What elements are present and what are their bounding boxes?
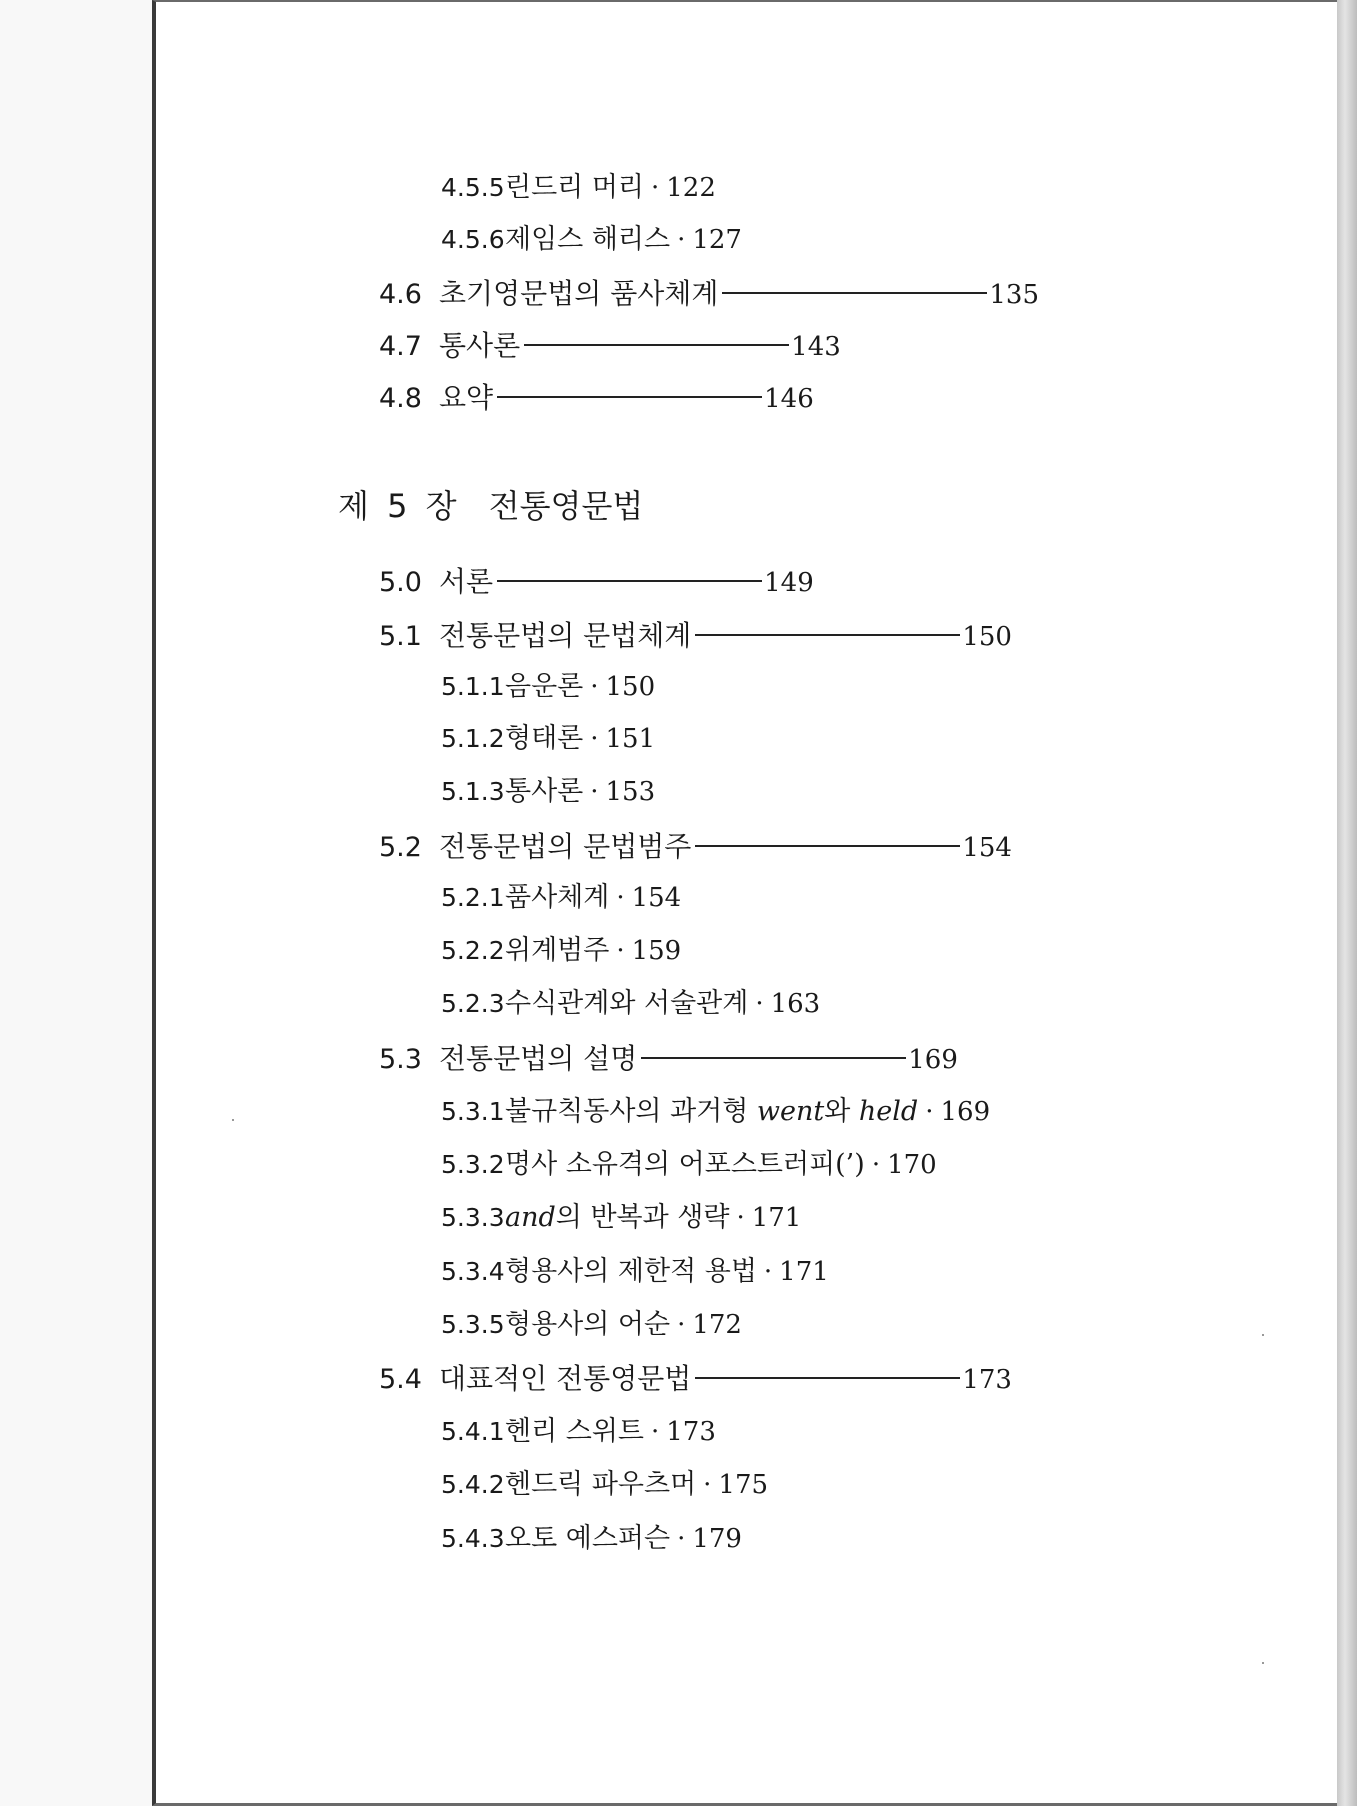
toc-entry-page: 153 xyxy=(605,777,656,807)
toc-separator-dot: · xyxy=(703,1470,712,1500)
toc-entry-title: 음운론 xyxy=(505,671,584,702)
toc-separator-dot: · xyxy=(590,777,599,807)
toc-entry-title: 불규칙동사의 과거형 went와 held xyxy=(505,1096,919,1127)
toc-entry-number: 5.4.2 xyxy=(441,1470,505,1499)
toc-entry-number: 4.5.5 xyxy=(441,173,505,202)
toc-entry-5-1-3[interactable] xyxy=(441,775,655,809)
toc-entry-page: 171 xyxy=(751,1203,802,1233)
toc-entry-title: 대표적인 전통영문법 xyxy=(439,1362,692,1395)
toc-entry-title: 통사론 xyxy=(439,329,521,362)
toc-entry-page: 163 xyxy=(770,989,821,1019)
toc-entry-title: 명사 소유격의 어포스트러피(’) xyxy=(505,1149,865,1180)
toc-entry-page: 150 xyxy=(962,622,1012,652)
toc-entry-number: 5.3.4 xyxy=(441,1257,505,1286)
toc-entry-number: 5.2 xyxy=(379,832,422,863)
toc-entry-page: 179 xyxy=(692,1524,742,1554)
toc-entry-number: 5.3.3 xyxy=(441,1203,505,1232)
scan-speck xyxy=(1262,1662,1264,1664)
toc-entry-page: 170 xyxy=(887,1150,937,1180)
toc-entry-5-1-1[interactable] xyxy=(441,670,655,704)
toc-entry-page: 169 xyxy=(908,1045,958,1075)
toc-entry-number: 5.1 xyxy=(379,621,422,652)
toc-entry-5-1-2[interactable] xyxy=(441,722,655,756)
toc-entry-5-4-1[interactable] xyxy=(441,1415,716,1449)
scan-gutter xyxy=(0,0,152,1806)
toc-separator-dot: · xyxy=(616,936,625,966)
toc-entry-page: 175 xyxy=(718,1470,769,1500)
toc-entry-title: 린드리 머리 xyxy=(505,172,644,203)
toc-separator-dot: · xyxy=(755,989,764,1019)
toc-entry-title: 헨리 스위트 xyxy=(505,1416,644,1447)
toc-entry-4-8[interactable] xyxy=(379,381,814,416)
toc-entry-title: 전통문법의 문법체계 xyxy=(439,619,692,652)
toc-entry-title: 수식관계와 서술관계 xyxy=(505,988,749,1019)
toc-leader-line xyxy=(695,1377,960,1379)
toc-separator-dot: · xyxy=(616,883,625,913)
toc-entry-title: 오토 예스퍼슨 xyxy=(505,1523,671,1554)
toc-entry-page: 172 xyxy=(692,1310,742,1340)
chapter-number: 5 xyxy=(387,487,408,525)
toc-entry-4-7[interactable] xyxy=(379,329,841,364)
toc-entry-title: 전통문법의 설명 xyxy=(439,1042,638,1075)
toc-entry-page: 171 xyxy=(779,1257,829,1287)
toc-entry-number: 5.2.2 xyxy=(441,936,505,965)
toc-entry-number: 5.3.2 xyxy=(441,1150,505,1179)
toc-entry-5-3-5[interactable] xyxy=(441,1308,742,1342)
toc-separator-dot: · xyxy=(925,1097,934,1127)
toc-leader-line xyxy=(695,845,960,847)
toc-entry-number: 5.3 xyxy=(379,1044,422,1075)
toc-separator-dot: · xyxy=(677,1310,686,1340)
toc-entry-page: 135 xyxy=(989,280,1040,310)
toc-leader-line xyxy=(497,396,762,398)
toc-entry-5-1[interactable] xyxy=(379,619,1012,654)
toc-leader-line xyxy=(695,634,960,636)
toc-separator-dot: · xyxy=(736,1203,745,1233)
toc-entry-number: 5.3.1 xyxy=(441,1097,505,1126)
toc-leader-line xyxy=(641,1057,906,1059)
toc-entry-number: 5.1.2 xyxy=(441,724,505,753)
toc-separator-dot: · xyxy=(677,225,686,255)
toc-entry-title: 품사체계 xyxy=(505,882,610,913)
toc-entry-page: 154 xyxy=(962,833,1012,863)
toc-entry-5-4-2[interactable] xyxy=(441,1468,768,1502)
toc-entry-page: 150 xyxy=(605,672,656,702)
toc-entry-number: 5.3.5 xyxy=(441,1310,505,1339)
chapter-prefix: 제 xyxy=(338,487,369,525)
book-page xyxy=(152,0,1337,1806)
scan-speck xyxy=(232,1119,234,1121)
toc-separator-dot: · xyxy=(677,1524,686,1554)
toc-entry-page: 173 xyxy=(962,1365,1012,1395)
toc-separator-dot: · xyxy=(590,724,599,754)
toc-entry-5-4-3[interactable] xyxy=(441,1522,742,1556)
chapter-heading xyxy=(338,486,643,526)
toc-entry-page: 169 xyxy=(940,1097,991,1127)
toc-entry-page: 143 xyxy=(791,332,841,362)
toc-entry-number: 4.6 xyxy=(379,279,422,310)
toc-entry-4-5-6[interactable] xyxy=(441,223,742,257)
toc-entry-number: 4.7 xyxy=(379,331,422,362)
toc-entry-page: 151 xyxy=(605,724,656,754)
toc-entry-title: 형용사의 어순 xyxy=(505,1309,671,1340)
scan-speck xyxy=(1262,1334,1264,1336)
toc-entry-title: 위계범주 xyxy=(505,935,610,966)
toc-entry-5-4[interactable] xyxy=(379,1362,1012,1397)
toc-leader-line xyxy=(722,292,987,294)
toc-entry-number: 5.2.1 xyxy=(441,883,505,912)
toc-entry-title: 전통문법의 문법범주 xyxy=(439,830,692,863)
toc-entry-5-2-1[interactable] xyxy=(441,881,681,915)
toc-entry-5-2-3[interactable] xyxy=(441,987,820,1021)
toc-entry-page: 122 xyxy=(666,173,716,203)
toc-entry-page: 146 xyxy=(764,384,814,414)
toc-separator-dot: · xyxy=(871,1150,881,1180)
toc-entry-title: 초기영문법의 품사체계 xyxy=(439,277,719,310)
toc-entry-number: 5.4.3 xyxy=(441,1524,505,1553)
toc-entry-title: 요약 xyxy=(439,381,494,414)
toc-entry-4-6[interactable] xyxy=(379,277,1039,312)
toc-entry-number: 5.4.1 xyxy=(441,1417,505,1446)
toc-entry-5-3-4[interactable] xyxy=(441,1255,829,1289)
toc-entry-page: 154 xyxy=(631,883,682,913)
toc-separator-dot: · xyxy=(590,672,599,702)
toc-entry-number: 5.0 xyxy=(379,567,422,598)
toc-separator-dot: · xyxy=(651,173,660,203)
toc-entry-title: 형용사의 제한적 용법 xyxy=(505,1256,757,1287)
toc-entry-page: 173 xyxy=(666,1417,716,1447)
toc-entry-title: 제임스 해리스 xyxy=(505,224,671,255)
toc-entry-page: 127 xyxy=(692,225,742,255)
toc-leader-line xyxy=(524,344,789,346)
toc-entry-page: 149 xyxy=(764,568,814,598)
chapter-suffix: 장 xyxy=(425,487,457,525)
toc-entry-number: 4.8 xyxy=(379,383,422,414)
toc-entry-5-2[interactable] xyxy=(379,830,1012,865)
toc-entry-5-0[interactable] xyxy=(379,565,814,600)
toc-entry-title: 통사론 xyxy=(505,776,584,807)
toc-entry-5-2-2[interactable] xyxy=(441,934,681,968)
toc-entry-number: 4.5.6 xyxy=(441,225,505,254)
toc-entry-5-3[interactable] xyxy=(379,1042,958,1077)
toc-entry-title: and의 반복과 생략 xyxy=(505,1202,730,1233)
toc-entry-number: 5.4 xyxy=(379,1364,422,1395)
toc-entry-number: 5.1.3 xyxy=(441,777,505,806)
toc-leader-line xyxy=(497,580,762,582)
toc-entry-5-3-1[interactable] xyxy=(441,1095,990,1129)
page-edge-shadow xyxy=(1337,0,1357,1806)
toc-entry-title: 형태론 xyxy=(505,723,584,754)
toc-entry-title: 서론 xyxy=(439,565,494,598)
toc-separator-dot: · xyxy=(763,1257,773,1287)
toc-entry-title: 헨드릭 파우츠머 xyxy=(505,1469,697,1500)
toc-entry-5-3-3[interactable] xyxy=(441,1201,801,1235)
toc-entry-page: 159 xyxy=(631,936,682,966)
toc-separator-dot: · xyxy=(651,1417,660,1447)
toc-entry-number: 5.1.1 xyxy=(441,672,505,701)
toc-entry-number: 5.2.3 xyxy=(441,989,505,1018)
toc-entry-5-3-2[interactable] xyxy=(441,1148,937,1182)
toc-entry-4-5-5[interactable] xyxy=(441,171,716,205)
chapter-title: 전통영문법 xyxy=(488,487,644,525)
